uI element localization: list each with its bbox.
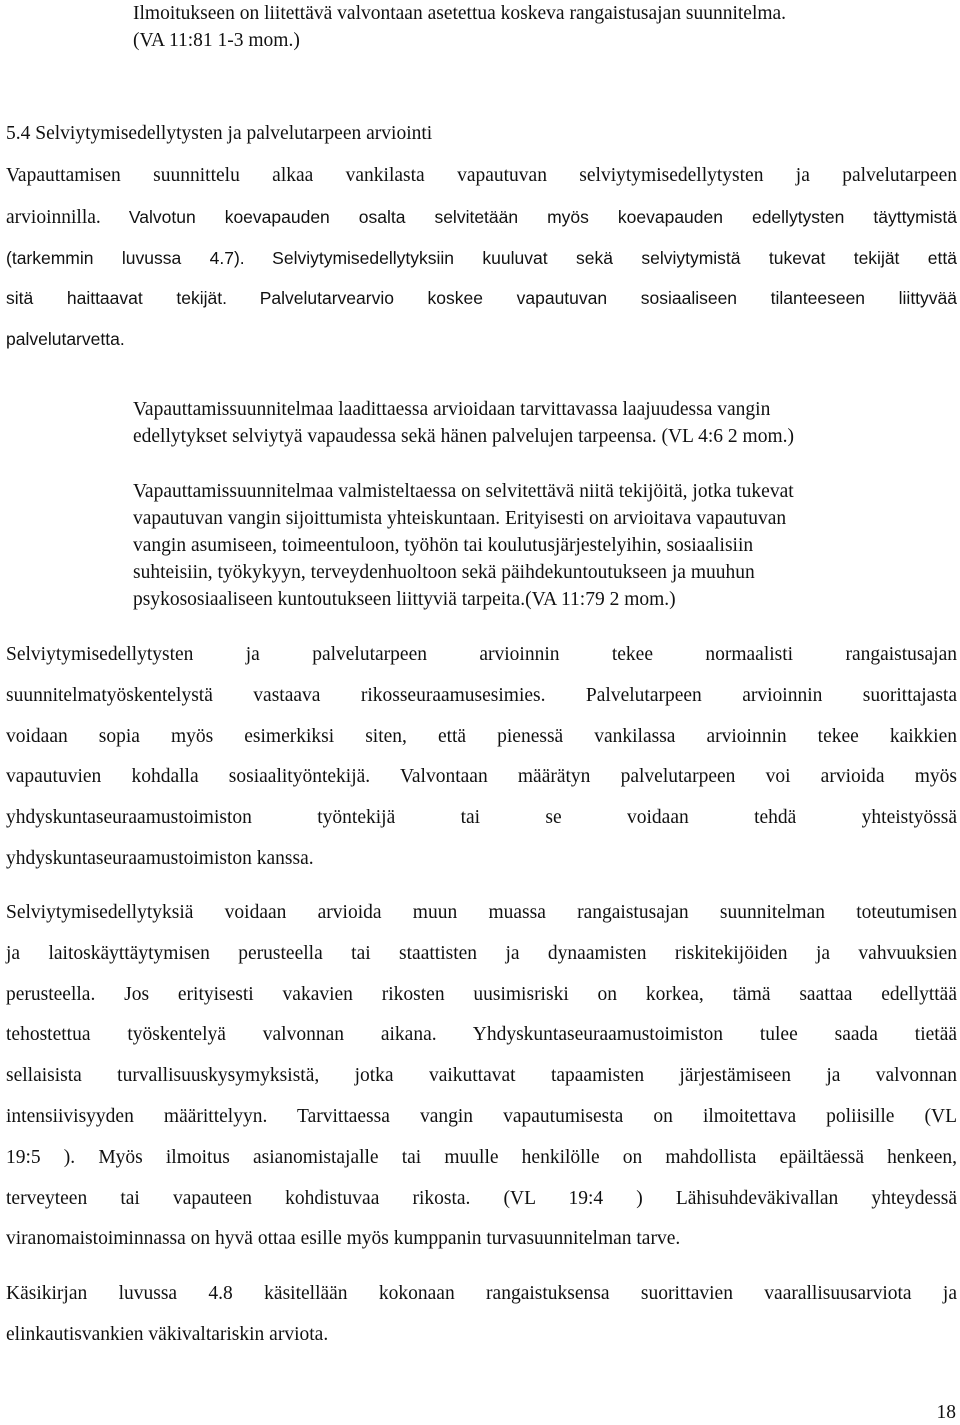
paragraph-line: ja laitoskäyttäytymisen perusteella tai staattisten ja dynaamisten riskitekijöiden ja vahvuuksien <box>6 942 957 964</box>
quote-line: psykososiaaliseen kuntoutukseen liittyviä tarpeita.(VA 11:79 2 mom.) <box>133 589 676 610</box>
text-run: Selviytymisedellytyksiin kuuluvat sekä selviytymistä tukevat tekijät että <box>272 247 957 268</box>
paragraph-line: 19:5 ). Myös ilmoitus asianomistajalle tai muulle henkilölle on mahdollista epäiltäessä henkeen, <box>6 1146 957 1168</box>
paragraph-line: suunnitelmatyöskentelystä vastaava rikosseuraamusesimies. Palvelutarpeen arvioinnin suorittajasta <box>6 684 957 706</box>
quote-line: vangin asumiseen, toimeentuloon, työhön tai koulutusjärjestelyihin, sosiaalisiin <box>133 535 754 556</box>
quote-line: edellytykset selviytyä vapaudessa sekä hänen palvelujen tarpeensa. (VL 4:6 2 mom.) <box>133 426 794 447</box>
text-run: arvioinnilla. <box>6 206 101 228</box>
paragraph-line: yhdyskuntaseuraamustoimiston kanssa. <box>6 847 314 869</box>
paragraph-line: voidaan sopia myös esimerkiksi siten, että pienessä vankilassa arvioinnin tekee kaikkien <box>6 725 957 747</box>
paragraph <box>6 1274 957 1356</box>
text-run: sitä haittaavat tekijät. <box>6 288 227 309</box>
paragraph-line: viranomaistoiminnassa on hyvä ottaa esille myös kumppanin turvasuunnitelman tarve. <box>6 1228 681 1250</box>
paragraph-line: tehostettua työskentelyä valvonnan aikana. Yhdyskuntaseuraamustoimiston tulee saada tietää <box>6 1024 957 1046</box>
paragraph <box>6 635 957 880</box>
paragraph <box>6 893 957 1260</box>
paragraph-line: Selviytymisedellytysten ja palvelutarpeen arvioinnin tekee normaalisti rangaistusajan <box>6 644 957 665</box>
quote-line: Vapauttamissuunnitelmaa valmisteltaessa on selvitettävä niitä tekijöitä, jotka tukevat <box>133 481 794 502</box>
quote-line: vapautuvan vangin sijoittumista yhteiskuntaan. Erityisesti on arvioitava vapautuvan <box>133 508 787 529</box>
paragraph-line <box>6 278 957 319</box>
text-run: (tarkemmin luvussa 4.7). <box>6 247 245 268</box>
intro-block <box>133 0 933 54</box>
paragraph-line: sellaisista turvallisuuskysymyksistä, jotka vaikuttavat tapaamisten järjestämiseen ja valvonnan <box>6 1065 957 1087</box>
quote-block <box>133 396 933 450</box>
quote-block <box>133 478 933 613</box>
paragraph-line: Käsikirjan luvussa 4.8 käsitellään kokonaan rangaistuksensa suorittavien vaarallisuusarviota ja <box>6 1283 957 1304</box>
paragraph-line: Selviytymisedellytyksiä voidaan arvioida muun muassa rangaistusajan suunnitelman toteutumisen <box>6 902 957 923</box>
text-run: Palvelutarvearvio koskee vapautuvan sosiaaliseen tilanteeseen liittyvää <box>259 288 958 309</box>
paragraph-line: elinkautisvankien väkivaltariskin arviota. <box>6 1323 329 1345</box>
section-paragraph <box>6 156 957 360</box>
intro-line: Ilmoitukseen on liitettävä valvontaan asetettua koskeva rangaistusajan suunnitelma. <box>133 3 787 24</box>
page-number: 18 <box>936 1402 956 1423</box>
quote-line: Vapauttamissuunnitelmaa laadittaessa arvioidaan tarvittavassa laajuudessa vangin <box>133 399 771 420</box>
paragraph-line <box>6 238 957 279</box>
paragraph-line: vapautuvien kohdalla sosiaalityöntekijä. Valvontaan määrätyn palvelutarpeen voi arvioida myös <box>6 766 957 788</box>
section-heading: 5.4 Selviytymisedellytysten ja palvelutarpeen arviointi <box>6 123 433 144</box>
paragraph-line: perusteella. Jos erityisesti vakavien rikosten uusimisriski on korkea, tämä saattaa edellyttää <box>6 983 957 1005</box>
intro-line: (VA 11:81 1-3 mom.) <box>133 30 300 51</box>
text-run: Valvotun koevapauden osalta selvitetään myös koevapauden edellytysten täyttymistä <box>128 206 957 227</box>
paragraph-line: palvelutarvetta. <box>6 329 125 350</box>
quote-line: suhteisiin, työkykyyn, terveydenhuoltoon sekä päihdekuntoutukseen ja muuhun <box>133 562 755 583</box>
paragraph-line: Vapauttamisen suunnittelu alkaa vankilasta vapautuvan selviytymisedellytysten ja palvelutarpeen <box>6 165 957 186</box>
paragraph-line: yhdyskuntaseuraamustoimiston työntekijä tai se voidaan tehdä yhteistyössä <box>6 807 957 829</box>
paragraph-line: intensiivisyyden määrittelyyn. Tarvittaessa vangin vapautumisesta on ilmoitettava poliisille (VL <box>6 1105 957 1127</box>
paragraph-line: terveyteen tai vapauteen kohdistuvaa rikosta. (VL 19:4 ) Lähisuhdeväkivallan yhteydessä <box>6 1187 957 1209</box>
paragraph-line <box>6 197 957 238</box>
